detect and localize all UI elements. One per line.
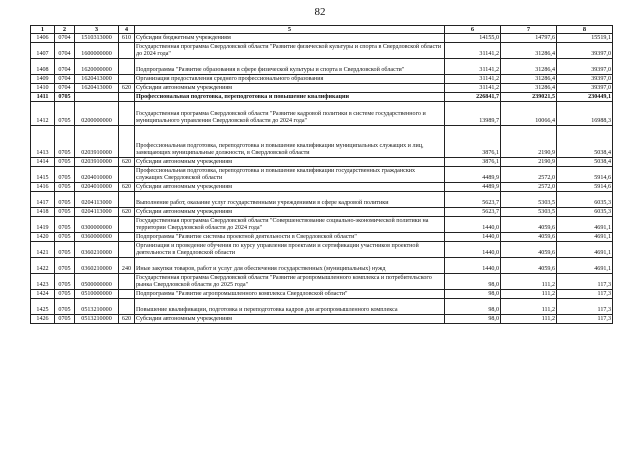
expense-type-cell — [119, 102, 135, 126]
table-row — [31, 217, 613, 233]
header-cell: 2 — [55, 26, 75, 34]
row-number-cell: 1425 — [31, 299, 55, 315]
expense-type-cell — [119, 75, 135, 84]
table-row — [31, 84, 613, 93]
section-code-cell: 0704 — [55, 84, 75, 93]
table-row — [31, 233, 613, 242]
target-code-cell: 1620413000 — [75, 75, 119, 84]
table-row — [31, 299, 613, 315]
item-name-cell: Субсидии автономным учреждениям — [135, 158, 445, 167]
target-code-cell: 0204113000 — [75, 208, 119, 217]
amount-col6-cell: 98,0 — [445, 274, 501, 290]
target-code-cell: 1510313000 — [75, 34, 119, 43]
target-code-cell: 0203910000 — [75, 126, 119, 158]
amount-col7-cell: 239021,5 — [501, 93, 557, 102]
amount-col8-cell: 5914,6 — [557, 183, 613, 192]
item-name-cell: Организация предоставления среднего профессионального образования — [135, 75, 445, 84]
row-number-cell: 1410 — [31, 84, 55, 93]
table-row — [31, 75, 613, 84]
item-name-cell: Иные закупки товаров, работ и услуг для обеспечения государственных (муниципальных) нужд — [135, 258, 445, 274]
section-code-cell: 0705 — [55, 192, 75, 208]
section-code-cell: 0705 — [55, 315, 75, 324]
amount-col6-cell: 31141,2 — [445, 43, 501, 59]
section-code-cell: 0705 — [55, 93, 75, 102]
amount-col6-cell: 14155,0 — [445, 34, 501, 43]
amount-col8-cell: 117,3 — [557, 274, 613, 290]
amount-col7-cell: 111,2 — [501, 290, 557, 299]
section-code-cell: 0705 — [55, 258, 75, 274]
row-number-cell: 1414 — [31, 158, 55, 167]
amount-col7-cell: 111,2 — [501, 299, 557, 315]
item-name-cell: Профессиональная подготовка, переподготовка и повышение квалификации — [135, 93, 445, 102]
header-cell: 6 — [445, 26, 501, 34]
row-number-cell: 1412 — [31, 102, 55, 126]
expense-type-cell — [119, 43, 135, 59]
expense-type-cell — [119, 233, 135, 242]
row-number-cell: 1415 — [31, 167, 55, 183]
amount-col8-cell: 39397,0 — [557, 59, 613, 75]
target-code-cell: 0513210000 — [75, 315, 119, 324]
expense-type-cell: 620 — [119, 183, 135, 192]
amount-col6-cell: 31141,2 — [445, 75, 501, 84]
target-code-cell: 0204010000 — [75, 167, 119, 183]
amount-col7-cell: 31286,4 — [501, 75, 557, 84]
amount-col8-cell: 6035,3 — [557, 192, 613, 208]
amount-col7-cell: 5303,5 — [501, 192, 557, 208]
expense-type-cell — [119, 126, 135, 158]
target-code-cell: 1600000000 — [75, 43, 119, 59]
section-code-cell: 0704 — [55, 34, 75, 43]
amount-col8-cell: 16988,3 — [557, 102, 613, 126]
amount-col6-cell: 31141,2 — [445, 84, 501, 93]
table-row — [31, 290, 613, 299]
target-code-cell: 0500000000 — [75, 274, 119, 290]
table-row — [31, 183, 613, 192]
item-name-cell: Субсидии автономным учреждениям — [135, 183, 445, 192]
section-code-cell: 0705 — [55, 299, 75, 315]
expense-type-cell: 620 — [119, 84, 135, 93]
amount-col8-cell: 4691,1 — [557, 217, 613, 233]
table-row — [31, 167, 613, 183]
amount-col6-cell: 1440,0 — [445, 258, 501, 274]
amount-col7-cell: 5303,5 — [501, 208, 557, 217]
section-code-cell: 0704 — [55, 75, 75, 84]
section-code-cell: 0705 — [55, 242, 75, 258]
page-number: 82 — [314, 6, 326, 18]
item-name-cell: Подпрограмма "Развитие системы проектной деятельности в Свердловской области" — [135, 233, 445, 242]
expense-type-cell — [119, 274, 135, 290]
row-number-cell: 1424 — [31, 290, 55, 299]
row-number-cell: 1419 — [31, 217, 55, 233]
amount-col7-cell: 14797,6 — [501, 34, 557, 43]
amount-col6-cell: 98,0 — [445, 299, 501, 315]
row-number-cell: 1418 — [31, 208, 55, 217]
amount-col6-cell: 1440,0 — [445, 242, 501, 258]
row-number-cell: 1413 — [31, 126, 55, 158]
amount-col8-cell: 6035,3 — [557, 208, 613, 217]
amount-col6-cell: 3876,1 — [445, 158, 501, 167]
section-code-cell: 0705 — [55, 217, 75, 233]
expense-type-cell — [119, 59, 135, 75]
amount-col8-cell: 230449,1 — [557, 93, 613, 102]
amount-col7-cell: 2572,0 — [501, 183, 557, 192]
amount-col6-cell: 1440,0 — [445, 233, 501, 242]
target-code-cell: 0360000000 — [75, 233, 119, 242]
section-code-cell: 0705 — [55, 183, 75, 192]
target-code-cell: 0513210000 — [75, 299, 119, 315]
table-row — [31, 258, 613, 274]
target-code-cell: 1620413000 — [75, 84, 119, 93]
item-name-cell: Субсидии автономным учреждениям — [135, 84, 445, 93]
amount-col7-cell: 111,2 — [501, 315, 557, 324]
amount-col8-cell: 117,3 — [557, 299, 613, 315]
target-code-cell: 0204010000 — [75, 183, 119, 192]
amount-col8-cell: 39397,0 — [557, 43, 613, 59]
amount-col6-cell: 98,0 — [445, 290, 501, 299]
table-row — [31, 242, 613, 258]
target-code-cell: 0360210000 — [75, 258, 119, 274]
header-cell: 3 — [75, 26, 119, 34]
target-code-cell — [75, 93, 119, 102]
item-name-cell: Субсидии автономным учреждениям — [135, 208, 445, 217]
expense-type-cell — [119, 93, 135, 102]
amount-col7-cell: 31286,4 — [501, 43, 557, 59]
section-code-cell: 0705 — [55, 208, 75, 217]
amount-col7-cell: 4059,6 — [501, 233, 557, 242]
item-name-cell: Государственная программа Свердловской области "Развитие агропромышленного комплекса и потребительского рынка Свердловской области до 2025 года" — [135, 274, 445, 290]
amount-col7-cell: 4059,6 — [501, 242, 557, 258]
item-name-cell: Субсидии бюджетным учреждениям — [135, 34, 445, 43]
amount-col6-cell: 13989,7 — [445, 102, 501, 126]
row-number-cell: 1421 — [31, 242, 55, 258]
item-name-cell: Государственная программа Свердловской области "Развитие физической культуры и спорта в Свердловской области до 2024 года" — [135, 43, 445, 59]
table-row — [31, 158, 613, 167]
table-row — [31, 34, 613, 43]
amount-col8-cell: 5038,4 — [557, 158, 613, 167]
amount-col7-cell: 4059,6 — [501, 217, 557, 233]
section-code-cell: 0705 — [55, 233, 75, 242]
section-code-cell: 0704 — [55, 59, 75, 75]
item-name-cell: Государственная программа Свердловской области "Развитие кадровой политики в системе государственного и муниципального управления Свердловской области до 2024 года" — [135, 102, 445, 126]
amount-col6-cell: 98,0 — [445, 315, 501, 324]
amount-col8-cell: 117,3 — [557, 290, 613, 299]
expense-type-cell — [119, 290, 135, 299]
amount-col7-cell: 2190,9 — [501, 126, 557, 158]
table-row — [31, 274, 613, 290]
row-number-cell: 1406 — [31, 34, 55, 43]
table-row — [31, 93, 613, 102]
amount-col8-cell: 4691,1 — [557, 233, 613, 242]
target-code-cell: 0203910000 — [75, 158, 119, 167]
row-number-cell: 1416 — [31, 183, 55, 192]
amount-col7-cell: 111,2 — [501, 274, 557, 290]
expense-type-cell — [119, 167, 135, 183]
amount-col8-cell: 39397,0 — [557, 84, 613, 93]
row-number-cell: 1409 — [31, 75, 55, 84]
row-number-cell: 1426 — [31, 315, 55, 324]
amount-col7-cell: 4059,6 — [501, 258, 557, 274]
header-cell: 5 — [135, 26, 445, 34]
item-name-cell: Организация и проведение обучения по курсу управления проектами и сертификации участников проектной деятельности в Свердловской области — [135, 242, 445, 258]
item-name-cell: Выполнение работ, оказание услуг государственными учреждениями в сфере кадровой политики — [135, 192, 445, 208]
amount-col6-cell: 5623,7 — [445, 192, 501, 208]
amount-col6-cell: 1440,0 — [445, 217, 501, 233]
header-row — [31, 26, 613, 34]
expense-type-cell: 620 — [119, 208, 135, 217]
expense-type-cell — [119, 192, 135, 208]
section-code-cell: 0704 — [55, 43, 75, 59]
amount-col7-cell: 10066,4 — [501, 102, 557, 126]
row-number-cell: 1422 — [31, 258, 55, 274]
item-name-cell: Подпрограмма "Развитие образования в сфере физической культуры и спорта в Свердловской области" — [135, 59, 445, 75]
row-number-cell: 1411 — [31, 93, 55, 102]
amount-col8-cell: 5038,4 — [557, 126, 613, 158]
section-code-cell: 0705 — [55, 102, 75, 126]
amount-col6-cell: 226841,7 — [445, 93, 501, 102]
table-row — [31, 126, 613, 158]
row-number-cell: 1407 — [31, 43, 55, 59]
target-code-cell: 0300000000 — [75, 217, 119, 233]
item-name-cell: Субсидии автономным учреждениям — [135, 315, 445, 324]
amount-col6-cell: 4489,9 — [445, 183, 501, 192]
amount-col7-cell: 31286,4 — [501, 59, 557, 75]
header-cell: 4 — [119, 26, 135, 34]
amount-col6-cell: 4489,9 — [445, 167, 501, 183]
section-code-cell: 0705 — [55, 167, 75, 183]
table-row — [31, 192, 613, 208]
expense-type-cell — [119, 217, 135, 233]
amount-col8-cell: 4691,1 — [557, 242, 613, 258]
expense-type-cell — [119, 242, 135, 258]
item-name-cell: Повышение квалификации, подготовка и переподготовка кадров для агропромышленного комплекса — [135, 299, 445, 315]
header-cell: 8 — [557, 26, 613, 34]
table-row — [31, 59, 613, 75]
target-code-cell: 1620000000 — [75, 59, 119, 75]
item-name-cell: Подпрограмма "Развитие агропромышленного комплекса Свердловской области" — [135, 290, 445, 299]
amount-col7-cell: 2572,0 — [501, 167, 557, 183]
row-number-cell: 1408 — [31, 59, 55, 75]
amount-col6-cell: 31141,2 — [445, 59, 501, 75]
expense-type-cell — [119, 299, 135, 315]
amount-col8-cell: 117,3 — [557, 315, 613, 324]
table-row — [31, 208, 613, 217]
header-cell: 1 — [31, 26, 55, 34]
table-row — [31, 315, 613, 324]
target-code-cell: 0200000000 — [75, 102, 119, 126]
table-row — [31, 102, 613, 126]
row-number-cell: 1423 — [31, 274, 55, 290]
amount-col8-cell: 5914,6 — [557, 167, 613, 183]
item-name-cell: Профессиональная подготовка, переподготовка и повышение квалификации государственных гражданских служащих Свердловской области — [135, 167, 445, 183]
table-body — [31, 34, 613, 324]
amount-col6-cell: 3876,1 — [445, 126, 501, 158]
row-number-cell: 1417 — [31, 192, 55, 208]
amount-col8-cell: 4691,1 — [557, 258, 613, 274]
target-code-cell: 0204113000 — [75, 192, 119, 208]
target-code-cell: 0510000000 — [75, 290, 119, 299]
item-name-cell: Государственная программа Свердловской области "Совершенствование социально-экономической политики на территории Свердловской области до 2024 года" — [135, 217, 445, 233]
header-cell: 7 — [501, 26, 557, 34]
amount-col6-cell: 5623,7 — [445, 208, 501, 217]
section-code-cell: 0705 — [55, 274, 75, 290]
section-code-cell: 0705 — [55, 290, 75, 299]
item-name-cell: Профессиональная подготовка, переподготовка и повышение квалификации муниципальных служащих и лиц, замещающих муниципальные должности, в Свердловской области — [135, 126, 445, 158]
expense-type-cell: 240 — [119, 258, 135, 274]
amount-col7-cell: 31286,4 — [501, 84, 557, 93]
target-code-cell: 0360210000 — [75, 242, 119, 258]
amount-col8-cell: 39397,0 — [557, 75, 613, 84]
amount-col7-cell: 2190,9 — [501, 158, 557, 167]
budget-table — [30, 25, 613, 324]
expense-type-cell: 620 — [119, 158, 135, 167]
section-code-cell: 0705 — [55, 158, 75, 167]
expense-type-cell: 610 — [119, 34, 135, 43]
table-row — [31, 43, 613, 59]
row-number-cell: 1420 — [31, 233, 55, 242]
expense-type-cell: 620 — [119, 315, 135, 324]
amount-col8-cell: 15519,1 — [557, 34, 613, 43]
section-code-cell: 0705 — [55, 126, 75, 158]
